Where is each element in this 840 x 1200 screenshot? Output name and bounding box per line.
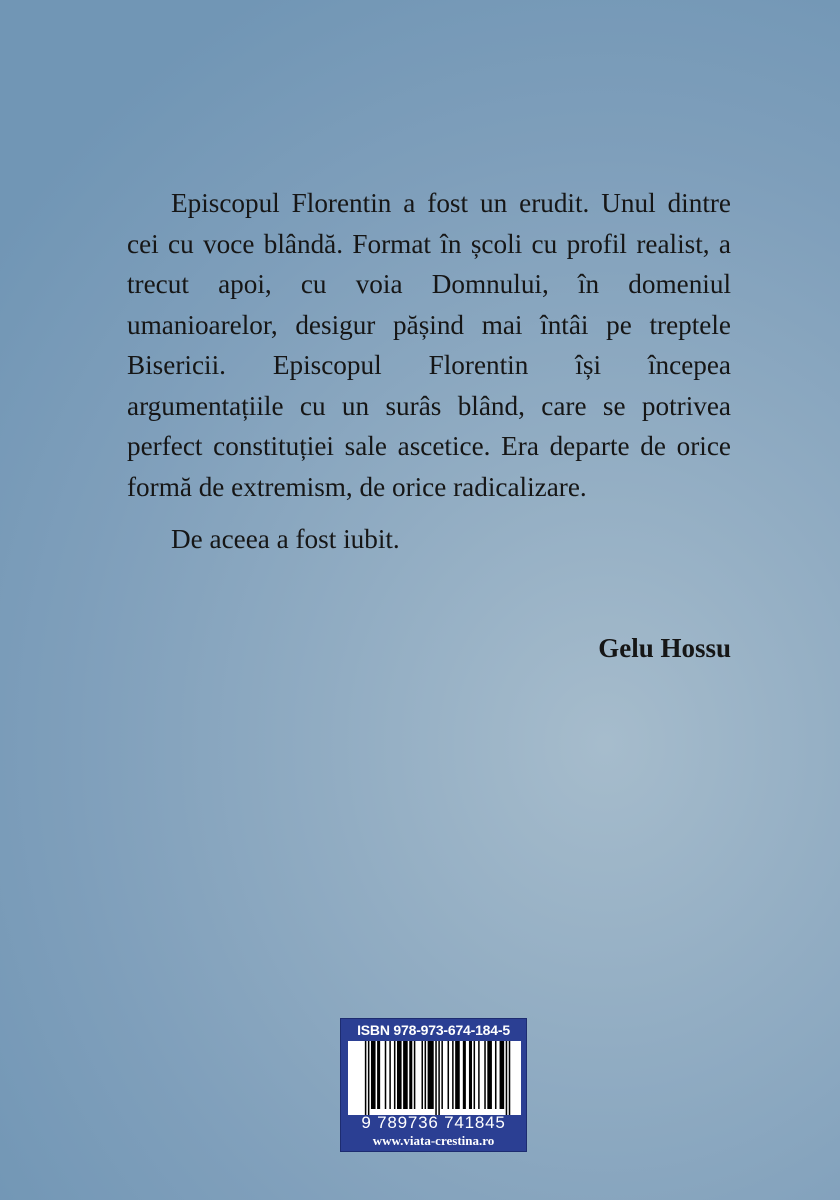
barcode-bar xyxy=(397,1041,402,1109)
barcode-bar xyxy=(474,1041,476,1109)
barcode-bar xyxy=(455,1041,460,1109)
barcode-bar xyxy=(448,1041,450,1109)
publisher-website: www.viata-crestina.ro xyxy=(372,1133,495,1148)
barcode-bar xyxy=(500,1041,505,1109)
barcode-bar xyxy=(403,1041,408,1109)
barcode-bar xyxy=(421,1041,423,1109)
barcode-bar xyxy=(438,1041,440,1115)
barcode-bar xyxy=(368,1041,370,1115)
barcode-bar xyxy=(506,1041,508,1115)
barcode-bar xyxy=(452,1041,454,1109)
isbn-label: ISBN 978-973-674-184-5 xyxy=(357,1022,510,1038)
barcode-bar xyxy=(478,1041,480,1109)
barcode-bar xyxy=(495,1041,497,1109)
barcode-bar xyxy=(371,1041,376,1109)
barcode-bar xyxy=(389,1041,391,1109)
barcode-bar xyxy=(469,1041,472,1109)
author-signature: Gelu Hossu xyxy=(598,633,731,663)
barcode-bar xyxy=(425,1041,427,1109)
barcode-bar xyxy=(484,1041,486,1109)
ean-digits: 9 789736 741845 xyxy=(361,1113,506,1132)
barcode-bar xyxy=(409,1041,412,1109)
blurb-paragraph-2: De aceea a fost iubit. xyxy=(171,524,400,554)
isbn-barcode-panel xyxy=(340,1018,527,1152)
cover-blurb xyxy=(127,183,731,560)
barcode-bar xyxy=(365,1041,367,1115)
barcode-bar xyxy=(428,1041,434,1109)
barcode-bar xyxy=(435,1041,437,1115)
barcode-bar xyxy=(377,1041,380,1109)
barcode-bar xyxy=(414,1041,416,1109)
barcode-bar xyxy=(487,1041,492,1109)
barcode-image xyxy=(348,1041,521,1115)
barcode-bar xyxy=(385,1041,387,1109)
barcode-bar xyxy=(441,1041,443,1109)
blurb-paragraph-1: Episcopul Florentin a fost un erudit. Unul dintre cei cu voce blândă. Format în școli cu profil realist, a trecut apoi, cu voia Domnului, în domeniul umanioarelor, desigur pășind mai întâi pe treptele Bisericii. Episcopul Florentin își începea argumentațiile cu un surâs blând, care se potrivea perfect constituției sale ascetice. Era departe de orice formă de extremism, de orice radicalizare. xyxy=(127,188,731,502)
barcode-bar xyxy=(509,1041,511,1115)
barcode-bar xyxy=(394,1041,396,1109)
barcode-bar xyxy=(463,1041,466,1109)
